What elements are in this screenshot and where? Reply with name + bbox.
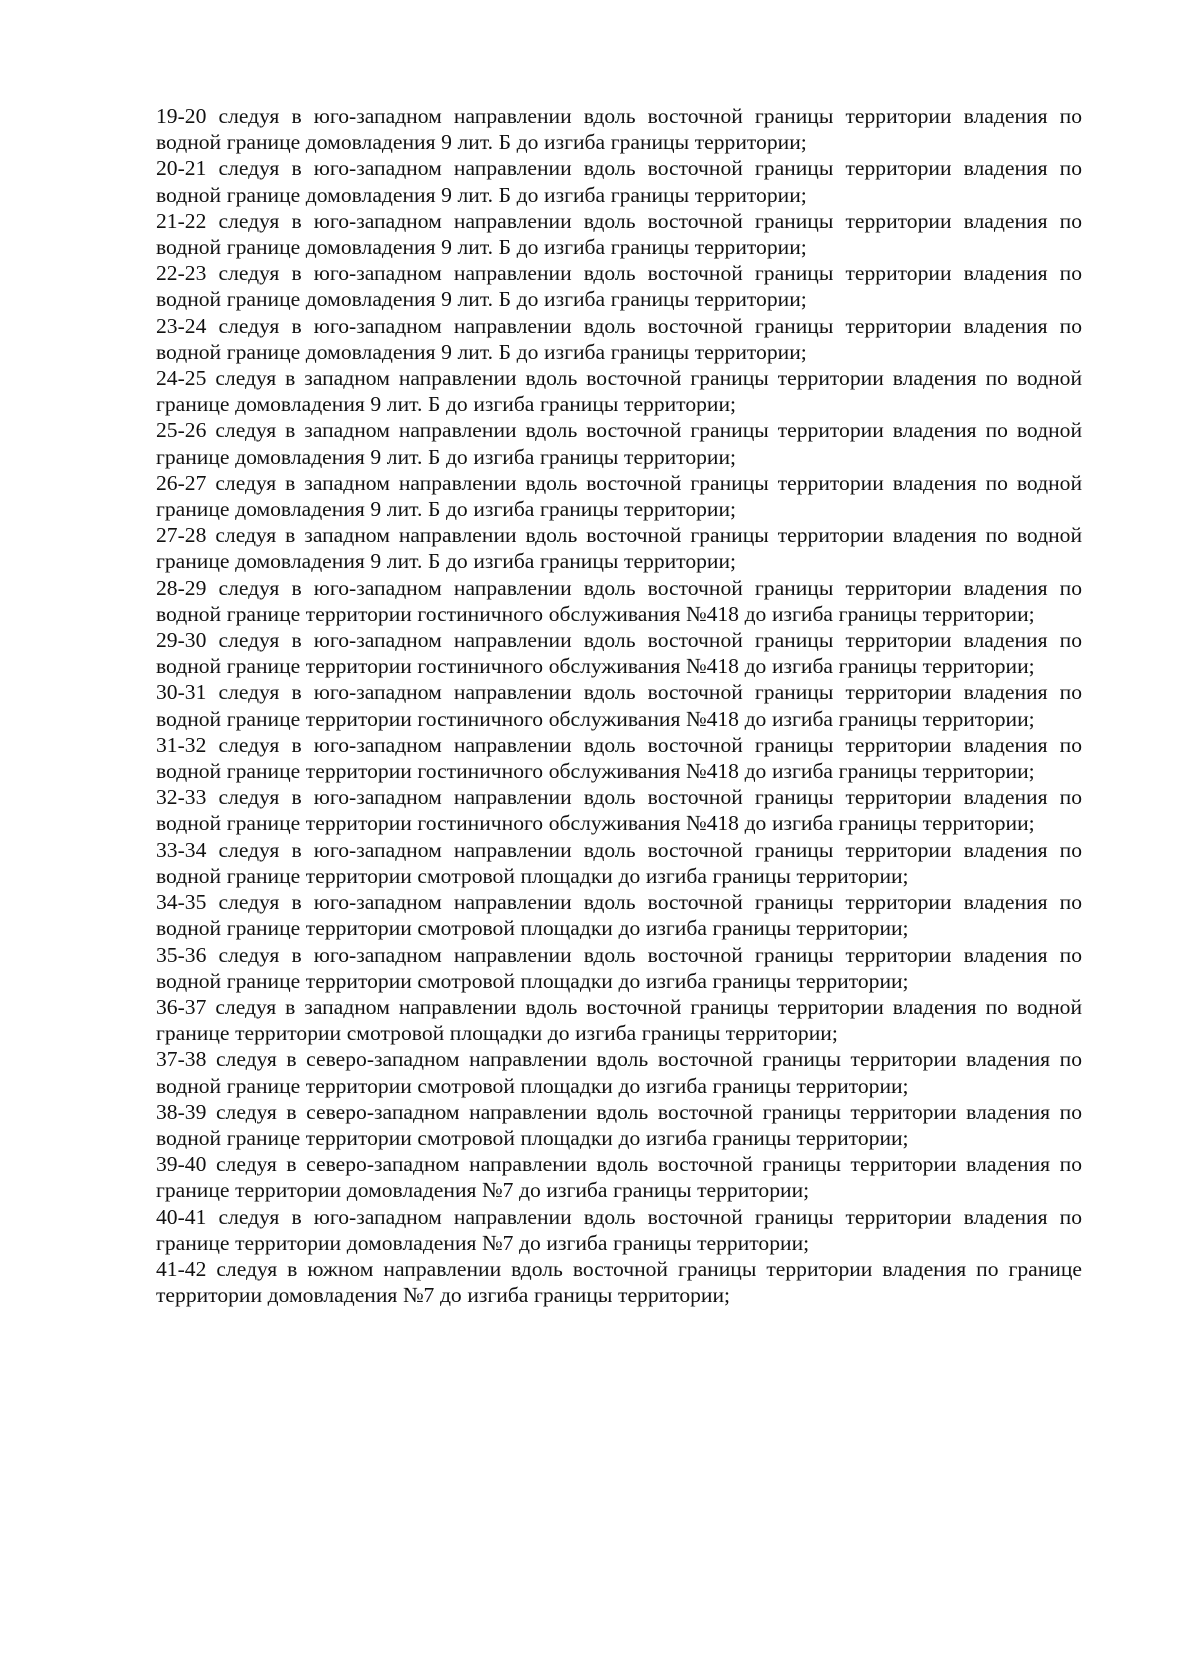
boundary-segment-32-33: 32-33 следуя в юго-западном направлении вдоль восточной границы территории владения по водной границе территории гостиничного обслуживания №418 до изгиба границы территории; — [156, 785, 1082, 836]
boundary-segment-21-22: 21-22 следуя в юго-западном направлении вдоль восточной границы территории владения по водной границе домовладения 9 лит. Б до изгиба границы территории; — [156, 208, 1082, 260]
boundary-segment-37-38: 37-38 следуя в северо-западном направлении вдоль восточной границы территории владения по водной границе территории смотровой площадки до изгиба границы территории; — [156, 1047, 1082, 1098]
boundary-segment-27-28: 27-28 следуя в западном направлении вдоль восточной границы территории владения по водной границе домовладения 9 лит. Б до изгиба границы территории; — [156, 523, 1082, 574]
boundary-segment-19-20: 19-20 следуя в юго-западном направлении вдоль восточной границы территории владения по водной границе домовладения 9 лит. Б до изгиба границы территории; — [156, 104, 1082, 155]
boundary-segment-23-24: 23-24 следуя в юго-западном направлении вдоль восточной границы территории владения по водной границе домовладения 9 лит. Б до изгиба границы территории; — [156, 313, 1082, 364]
boundary-segment-28-29: 28-29 следуя в юго-западном направлении вдоль восточной границы территории владения по водной границе территории гостиничного обслуживания №418 до изгиба границы территории; — [156, 575, 1082, 626]
boundary-segment-40-41: 40-41 следуя в юго-западном направлении вдоль восточной границы территории владения по границе территории домовладения №7 до изгиба границы территории; — [156, 1204, 1082, 1255]
document-page — [156, 103, 1082, 1308]
boundary-segment-25-26: 25-26 следуя в западном направлении вдоль восточной границы территории владения по водной границе домовладения 9 лит. Б до изгиба границы территории; — [156, 418, 1082, 469]
boundary-segment-29-30: 29-30 следуя в юго-западном направлении вдоль восточной границы территории владения по водной границе территории гостиничного обслуживания №418 до изгиба границы территории; — [156, 628, 1082, 679]
boundary-segment-36-37: 36-37 следуя в западном направлении вдоль восточной границы территории владения по водной границе территории смотровой площадки до изгиба границы территории; — [156, 994, 1082, 1046]
boundary-segment-39-40: 39-40 следуя в северо-западном направлении вдоль восточной границы территории владения по границе территории домовладения №7 до изгиба границы территории; — [156, 1152, 1082, 1203]
boundary-segment-41-42: 41-42 следуя в южном направлении вдоль восточной границы территории владения по границе территории домовладения №7 до изгиба границы территории; — [156, 1256, 1082, 1308]
boundary-segment-38-39: 38-39 следуя в северо-западном направлении вдоль восточной границы территории владения по водной границе территории смотровой площадки до изгиба границы территории; — [156, 1099, 1082, 1150]
boundary-segment-34-35: 34-35 следуя в юго-западном направлении вдоль восточной границы территории владения по водной границе территории смотровой площадки до изгиба границы территории; — [156, 890, 1082, 941]
boundary-segment-31-32: 31-32 следуя в юго-западном направлении вдоль восточной границы территории владения по водной границе территории гостиничного обслуживания №418 до изгиба границы территории; — [156, 732, 1082, 784]
boundary-segment-35-36: 35-36 следуя в юго-западном направлении вдоль восточной границы территории владения по водной границе территории смотровой площадки до изгиба границы территории; — [156, 942, 1082, 993]
boundary-segment-24-25: 24-25 следуя в западном направлении вдоль восточной границы территории владения по водной границе домовладения 9 лит. Б до изгиба границы территории; — [156, 366, 1082, 417]
boundary-segment-20-21: 20-21 следуя в юго-западном направлении вдоль восточной границы территории владения по водной границе домовладения 9 лит. Б до изгиба границы территории; — [156, 156, 1082, 207]
boundary-segment-22-23: 22-23 следуя в юго-западном направлении вдоль восточной границы территории владения по водной границе домовладения 9 лит. Б до изгиба границы территории; — [156, 261, 1082, 312]
boundary-segment-26-27: 26-27 следуя в западном направлении вдоль восточной границы территории владения по водной границе домовладения 9 лит. Б до изгиба границы территории; — [156, 470, 1082, 522]
boundary-segment-33-34: 33-34 следуя в юго-западном направлении вдоль восточной границы территории владения по водной границе территории смотровой площадки до изгиба границы территории; — [156, 837, 1082, 888]
boundary-segment-30-31: 30-31 следуя в юго-западном направлении вдоль восточной границы территории владения по водной границе территории гостиничного обслуживания №418 до изгиба границы территории; — [156, 680, 1082, 731]
